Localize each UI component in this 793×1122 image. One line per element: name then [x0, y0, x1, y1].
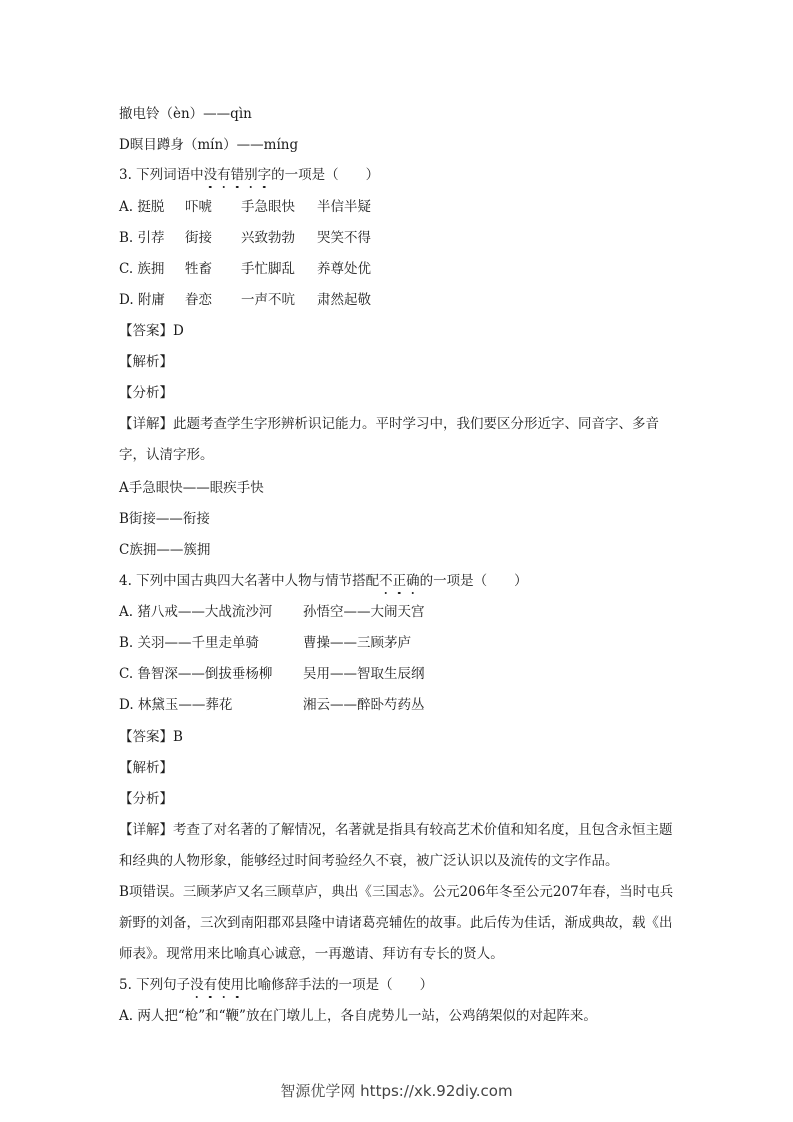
option-c [119, 664, 425, 684]
question-text: 的一项是（ ） [419, 573, 528, 589]
option-text: 吴用——智取生辰纲 [303, 666, 425, 682]
option-word: 哭笑不得 [317, 230, 371, 246]
question-3 [119, 165, 379, 185]
option-d [119, 695, 425, 715]
text-line: C族拥——簇拥 [119, 542, 211, 558]
emphasized-char: 有 [203, 977, 218, 993]
option-word: 吓唬 [185, 199, 212, 215]
question-text: 的一项是（ ） [271, 167, 380, 183]
option-b [119, 633, 411, 653]
emphasized-char: 用 [230, 977, 245, 993]
emphasized-char: 正 [392, 573, 407, 589]
option-text: C. 鲁智深——倒拔垂杨柳 [119, 666, 273, 682]
question-text: 5. 下列句子 [119, 977, 191, 993]
text-line: A手急眼快——眼疾手快 [119, 480, 264, 496]
detail-paragraph: 【详解】考查了对名著的了解情况，名著就是指具有较高艺术价值和知名度，且包含永恒主题和经典的人物形象，能够经过时间考验经久不衰，被广泛认识以及流传的文字作品。 [119, 822, 673, 869]
text-line: D暝目蹲身（mín）——míng [119, 137, 299, 153]
option-word: C. 族拥 [119, 261, 165, 277]
option-text: B. 关羽——千里走单骑 [119, 635, 260, 651]
option-word: 养尊处优 [317, 261, 371, 277]
analysis-label: 【解析】 [119, 354, 173, 370]
emphasized-char: 错 [230, 167, 245, 183]
option-word: 兴致勃勃 [241, 230, 295, 246]
option-word: 眷恋 [185, 292, 212, 308]
option-a: A. 两人把“枪”和“鞭”放在门墩儿上，各自虎势儿一站，公鸡鹐架似的对起阵来。 [119, 1008, 597, 1024]
option-a [119, 197, 371, 217]
emphasized-text [204, 167, 272, 183]
text-line: B街接——衔接 [119, 511, 210, 527]
option-word: D. 附庸 [119, 292, 165, 308]
emphasized-text [190, 977, 244, 993]
option-d [119, 290, 371, 310]
detail-paragraph: 【详解】此题考查学生字形辨析识记能力。平时学习中，我们要区分形近字、同音字、多音字，认清字形。 [119, 416, 659, 463]
text-line: 撤电铃（èn）——qìn [119, 106, 252, 122]
emphasized-char: 别 [244, 167, 258, 183]
option-text: 孙悟空——大闹天宫 [303, 604, 425, 620]
analysis-label: 【解析】 [119, 760, 173, 776]
option-word: 一声不吭 [241, 292, 295, 308]
watermark-footer: 智源优学网 https://xk.92diy.com [280, 1082, 513, 1100]
option-text: D. 林黛玉——葬花 [119, 697, 233, 713]
option-word: B. 引荐 [119, 230, 165, 246]
option-text: 曹操——三顾茅庐 [303, 635, 411, 651]
option-a [119, 602, 425, 622]
option-word: A. 挺脱 [119, 199, 165, 215]
option-word: 街接 [185, 230, 212, 246]
emphasized-char: 确 [406, 573, 420, 589]
emphasized-text [379, 573, 420, 589]
emphasized-char: 使 [217, 977, 231, 993]
question-5 [119, 975, 433, 995]
option-word: 牲畜 [185, 261, 212, 277]
option-word: 半信半疑 [317, 199, 371, 215]
emphasized-char: 不 [379, 573, 393, 589]
option-word: 手忙脚乱 [241, 261, 295, 277]
detail-paragraph: B项错误。三顾茅庐又名三顾草庐，典出《三国志》。公元206年冬至公元207年春，当时屯兵新野的刘备，三次到南阳郡邓县隆中请诸葛亮辅佐的故事。此后传为佳话，渐成典故，载《出师表》。现常用来比喻真心诚意，一再邀请、拜访有专长的贤人。 [119, 884, 674, 962]
answer-label: 【答案】B [119, 729, 183, 745]
emphasized-char: 没 [203, 167, 218, 183]
option-c [119, 259, 371, 279]
option-b [119, 228, 371, 248]
option-word: 肃然起敬 [317, 292, 371, 308]
emphasized-char: 没 [190, 977, 204, 993]
question-text: 比喻修辞手法的一项是（ ） [244, 977, 434, 993]
emphasized-char: 字 [257, 167, 272, 183]
question-4 [119, 571, 528, 591]
emphasized-char: 有 [217, 167, 231, 183]
option-text: A. 猪八戒——大战流沙河 [119, 604, 273, 620]
option-word: 手急眼快 [241, 199, 295, 215]
question-text: 3. 下列词语中 [119, 167, 204, 183]
option-text: 湘云——醉卧芍药丛 [303, 697, 425, 713]
question-text: 4. 下列中国古典四大名著中人物与情节搭配 [119, 573, 380, 589]
answer-label: 【答案】D [119, 323, 184, 339]
analysis-label: 【分析】 [119, 791, 173, 807]
analysis-label: 【分析】 [119, 385, 173, 401]
